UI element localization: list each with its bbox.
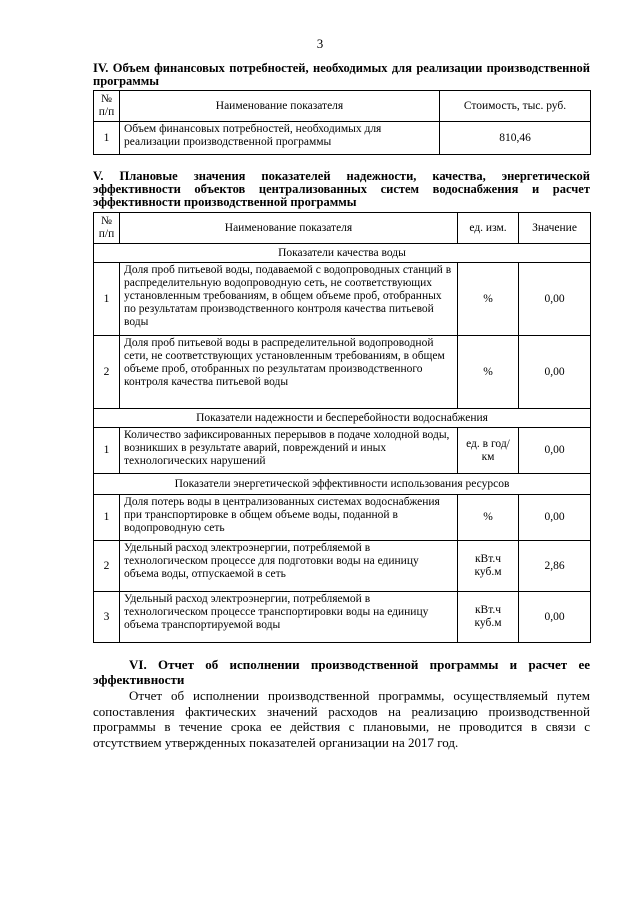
group-title-quality: Показатели качества воды bbox=[94, 244, 591, 263]
row-name: Объем финансовых потребностей, необходимых для реализации производственной программы bbox=[120, 122, 440, 155]
section-5-heading: V. Плановые значения показателей надежности, качества, энергетической эффективности объектов централизованных систем водоснабжения и расчет эффективности производственной программы bbox=[93, 169, 590, 209]
indicators-table bbox=[93, 212, 591, 643]
column-header-number: № п/п bbox=[94, 91, 120, 122]
row-name: Удельный расход электроэнергии, потребляемой в технологическом процессе для подготовки воды на единицу объема воды, отпускаемой в сеть bbox=[120, 541, 458, 592]
table-row bbox=[94, 263, 591, 336]
row-number: 3 bbox=[94, 592, 120, 643]
group-row bbox=[94, 409, 591, 428]
column-header-cost: Стоимость, тыс. руб. bbox=[440, 91, 591, 122]
row-unit: ед. в год/ км bbox=[458, 428, 519, 474]
table-row bbox=[94, 336, 591, 409]
row-unit: кВт.ч куб.м bbox=[458, 592, 519, 643]
row-name: Удельный расход электроэнергии, потребляемой в технологическом процессе транспортировки воды на единицу объема транспортируемой воды bbox=[120, 592, 458, 643]
table-row bbox=[94, 541, 591, 592]
row-cost: 810,46 bbox=[440, 122, 591, 155]
row-value: 0,00 bbox=[519, 495, 591, 541]
row-unit: кВт.ч куб.м bbox=[458, 541, 519, 592]
table-header-row bbox=[94, 213, 591, 244]
column-header-name: Наименование показателя bbox=[120, 91, 440, 122]
row-number: 2 bbox=[94, 336, 120, 409]
table-row bbox=[94, 592, 591, 643]
section-4-heading: IV. Объем финансовых потребностей, необходимых для реализации производственной программы bbox=[93, 61, 590, 88]
row-unit: % bbox=[458, 263, 519, 336]
row-name: Количество зафиксированных перерывов в подаче холодной воды, возникших в результате аварий, повреждений и иных технологических нарушений bbox=[120, 428, 458, 474]
row-number: 1 bbox=[94, 263, 120, 336]
table-row bbox=[94, 122, 591, 155]
row-unit: % bbox=[458, 495, 519, 541]
row-value: 0,00 bbox=[519, 336, 591, 409]
group-row bbox=[94, 244, 591, 263]
row-number: 1 bbox=[94, 428, 120, 474]
group-row bbox=[94, 474, 591, 495]
row-number: 2 bbox=[94, 541, 120, 592]
financial-needs-table bbox=[93, 90, 591, 155]
group-title-energy: Показатели энергетической эффективности использования ресурсов bbox=[94, 474, 591, 495]
column-header-unit: ед. изм. bbox=[458, 213, 519, 244]
row-name: Доля потерь воды в централизованных системах водоснабжения при транспортировке в общем объеме воды, поданной в водопроводную сеть bbox=[120, 495, 458, 541]
table-row bbox=[94, 428, 591, 474]
row-name: Доля проб питьевой воды в распределительной водопроводной сети, не соответствующих установленным требованиям, в общем объеме проб, отобранных по результатам производственного контроля качества питьевой воды bbox=[120, 336, 458, 409]
report-paragraph: Отчет об исполнении производственной программы, осуществляемый путем сопоставления фактических значений расходов на реализацию производственной программы в течение срока ее действия с плановыми, не проводится в связи с отсутствием утвержденных показателей организации на 2017 год. bbox=[93, 688, 590, 750]
row-name: Доля проб питьевой воды, подаваемой с водопроводных станций в распределительную водопроводную сеть, не соответствующих установленным требованиям, в общем объеме проб, отобранных по результатам производственного контроля качества питьевой воды bbox=[120, 263, 458, 336]
row-number: 1 bbox=[94, 495, 120, 541]
row-value: 0,00 bbox=[519, 592, 591, 643]
section-6-heading: VI. Отчет об исполнении производственной программы и расчет ее эффективности bbox=[93, 657, 590, 687]
page-number: 3 bbox=[316, 36, 324, 51]
row-value: 0,00 bbox=[519, 428, 591, 474]
row-unit: % bbox=[458, 336, 519, 409]
table-row bbox=[94, 495, 591, 541]
group-title-reliability: Показатели надежности и бесперебойности водоснабжения bbox=[94, 409, 591, 428]
column-header-name: Наименование показателя bbox=[120, 213, 458, 244]
row-value: 2,86 bbox=[519, 541, 591, 592]
table-header-row bbox=[94, 91, 591, 122]
row-number: 1 bbox=[94, 122, 120, 155]
row-value: 0,00 bbox=[519, 263, 591, 336]
column-header-number: № п/п bbox=[94, 213, 120, 244]
column-header-value: Значение bbox=[519, 213, 591, 244]
